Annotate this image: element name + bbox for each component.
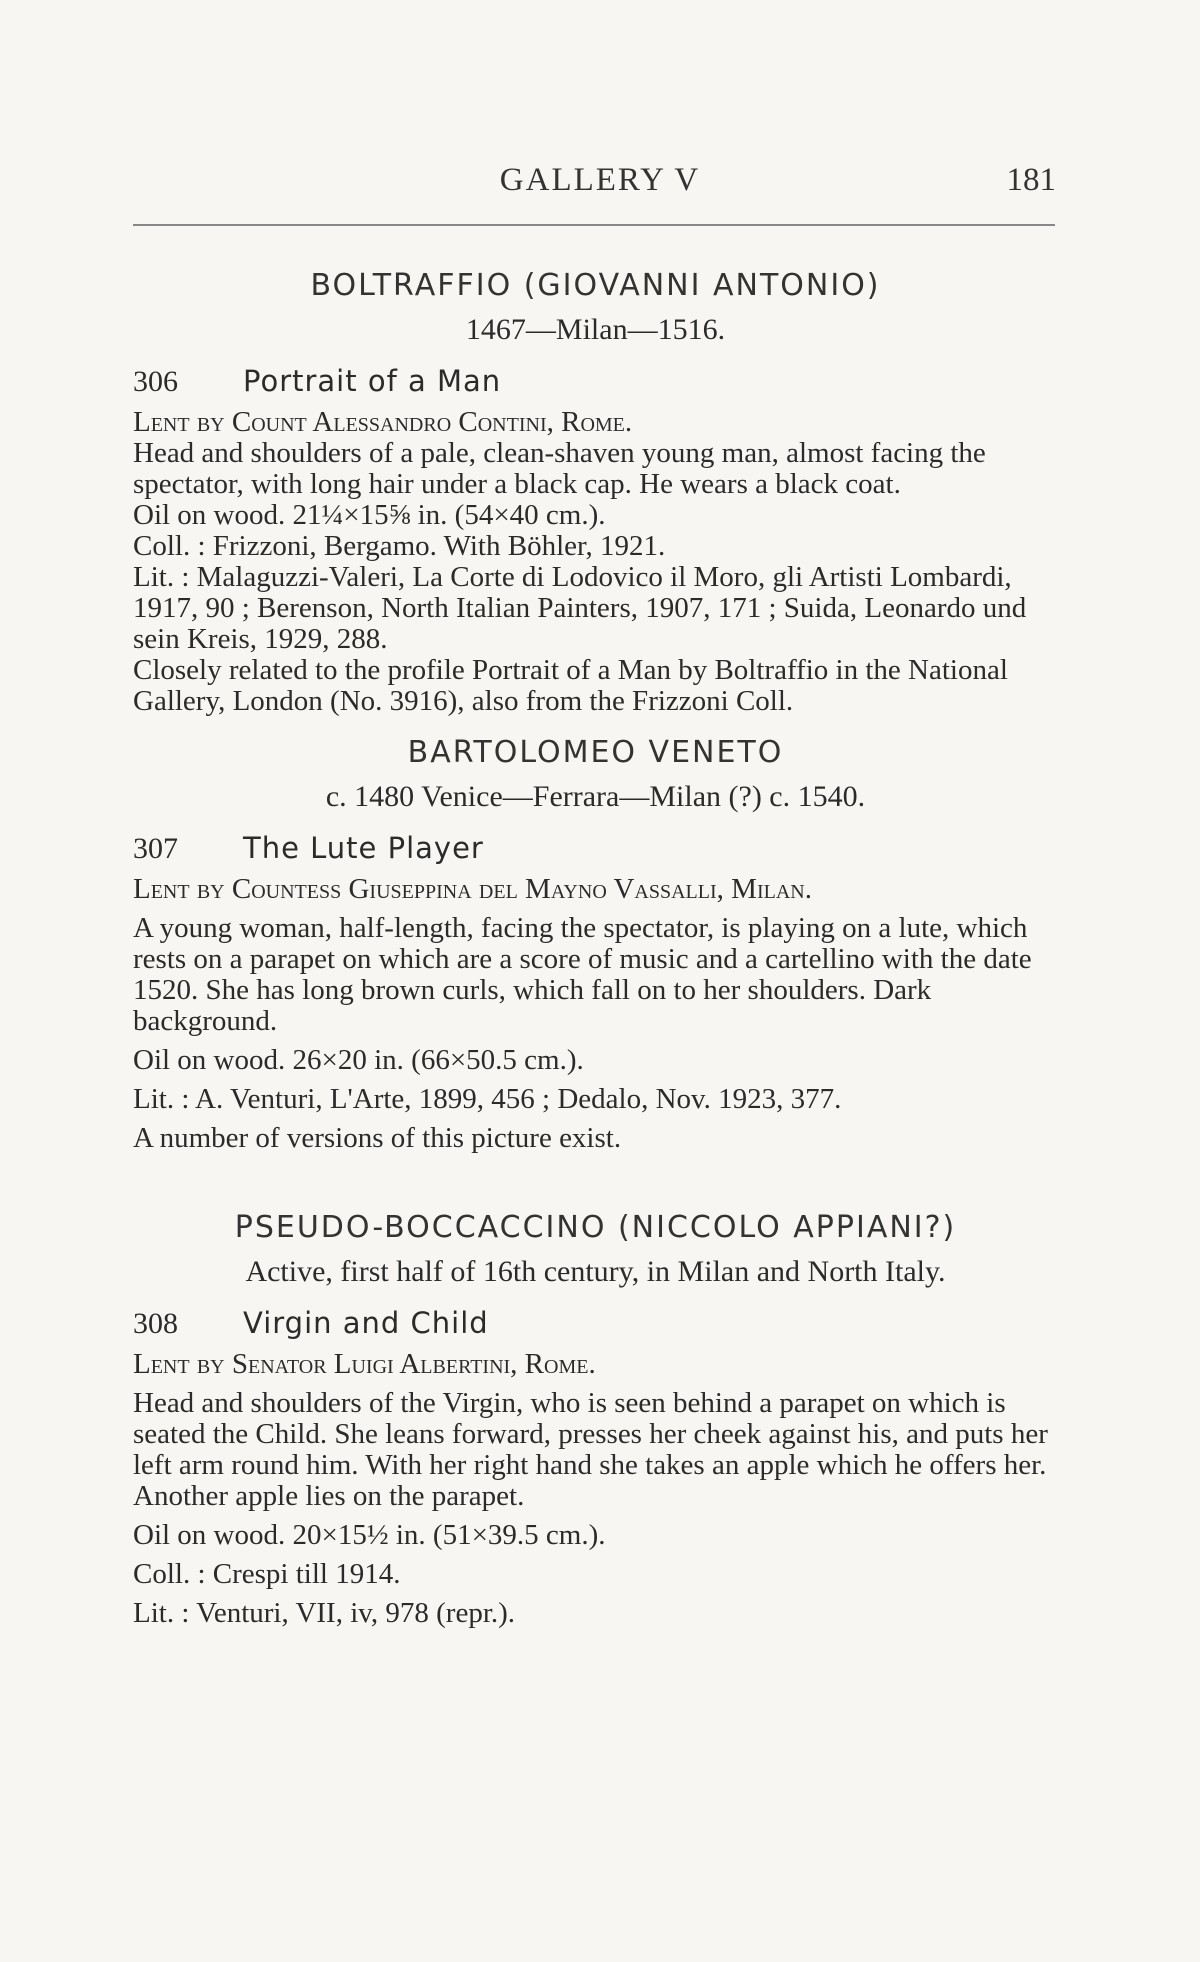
description: A young woman, half-length, facing the spectator, is playing on a lute, which rests on a parapet on which are a score of music and a cartellino with the date 1520. She has long brown curls, which fall on to her shoulders. Dark background. [133,912,1032,1037]
catalogue-entries [133,250,1058,1629]
lender-line: Lent by Count Alessandro Contini, Rome. [133,406,633,438]
catalogue-entry-306 [133,264,1058,717]
work-title [133,823,1058,874]
note: Closely related to the profile Portrait of a Man by Boltraffio in the National Gallery, London (No. 3916), also from the Frizzoni Coll. [133,654,1008,717]
note: A number of versions of this picture exist. [133,1122,622,1154]
work-title [133,356,1058,407]
artist-dates: Active, first half of 16th century, in Milan and North Italy. [245,1255,946,1288]
catalogue-entry-308 [133,1206,1058,1629]
artist-name: BARTOLOMEO VENETO [407,735,784,770]
description: Head and shoulders of a pale, clean-shaven young man, almost facing the spectator, with long hair under a black cap. He wears a black coat. [133,437,986,500]
description: Head and shoulders of the Virgin, who is seen behind a parapet on which is seated the Child. She leans forward, presses her cheek against his, and puts her left arm round him. With her right hand she takes an apple which he offers her. Another apple lies on the parapet. [133,1387,1048,1512]
medium-dimensions: Oil on wood. 20×15½ in. (51×39.5 cm.). [133,1519,606,1551]
literature: Lit. : Malaguzzi-Valeri, La Corte di Lodovico il Moro, gli Artisti Lombardi, 1917, 90 ; Berenson, North Italian Painters, 1907, 171 ; Suida, Leonardo und sein Kreis, 1929, 288. [133,561,1027,655]
literature: Lit. : A. Venturi, L'Arte, 1899, 456 ; Dedalo, Nov. 1923, 377. [133,1083,842,1115]
running-title: GALLERY V [499,162,701,198]
lender-line: Lent by Senator Luigi Albertini, Rome. [133,1348,596,1380]
catalogue-number: 308 [133,1307,178,1340]
work-title [133,1298,1058,1349]
lender-line: Lent by Countess Giuseppina del Mayno Vassalli, Milan. [133,873,812,905]
catalogue-number: 306 [133,365,178,398]
work-title-text: The Lute Player [243,831,484,865]
collection-history: Coll. : Crespi till 1914. [133,1558,401,1590]
page-number: 181 [1006,162,1056,198]
work-title-text: Portrait of a Man [243,364,502,398]
section-spacer [133,1154,1058,1192]
work-title-text: Virgin and Child [243,1306,489,1340]
artist-name: BOLTRAFFIO (GIOVANNI ANTONIO) [310,268,881,303]
catalogue-entry-307 [133,731,1058,1154]
catalogue-number: 307 [133,832,178,865]
artist-dates: c. 1480 Venice—Ferrara—Milan (?) c. 1540. [325,780,866,813]
artist-name: PSEUDO-BOCCACCINO (NICCOLO APPIANI?) [234,1210,957,1245]
header-rule [133,224,1055,226]
medium-dimensions: Oil on wood. 21¼×15⅝ in. (54×40 cm.). [133,499,606,531]
collection-history: Coll. : Frizzoni, Bergamo. With Böhler, 1921. [133,530,666,562]
literature: Lit. : Venturi, VII, iv, 978 (repr.). [133,1597,516,1629]
medium-dimensions: Oil on wood. 26×20 in. (66×50.5 cm.). [133,1044,584,1076]
artist-dates: 1467—Milan—1516. [465,313,726,346]
